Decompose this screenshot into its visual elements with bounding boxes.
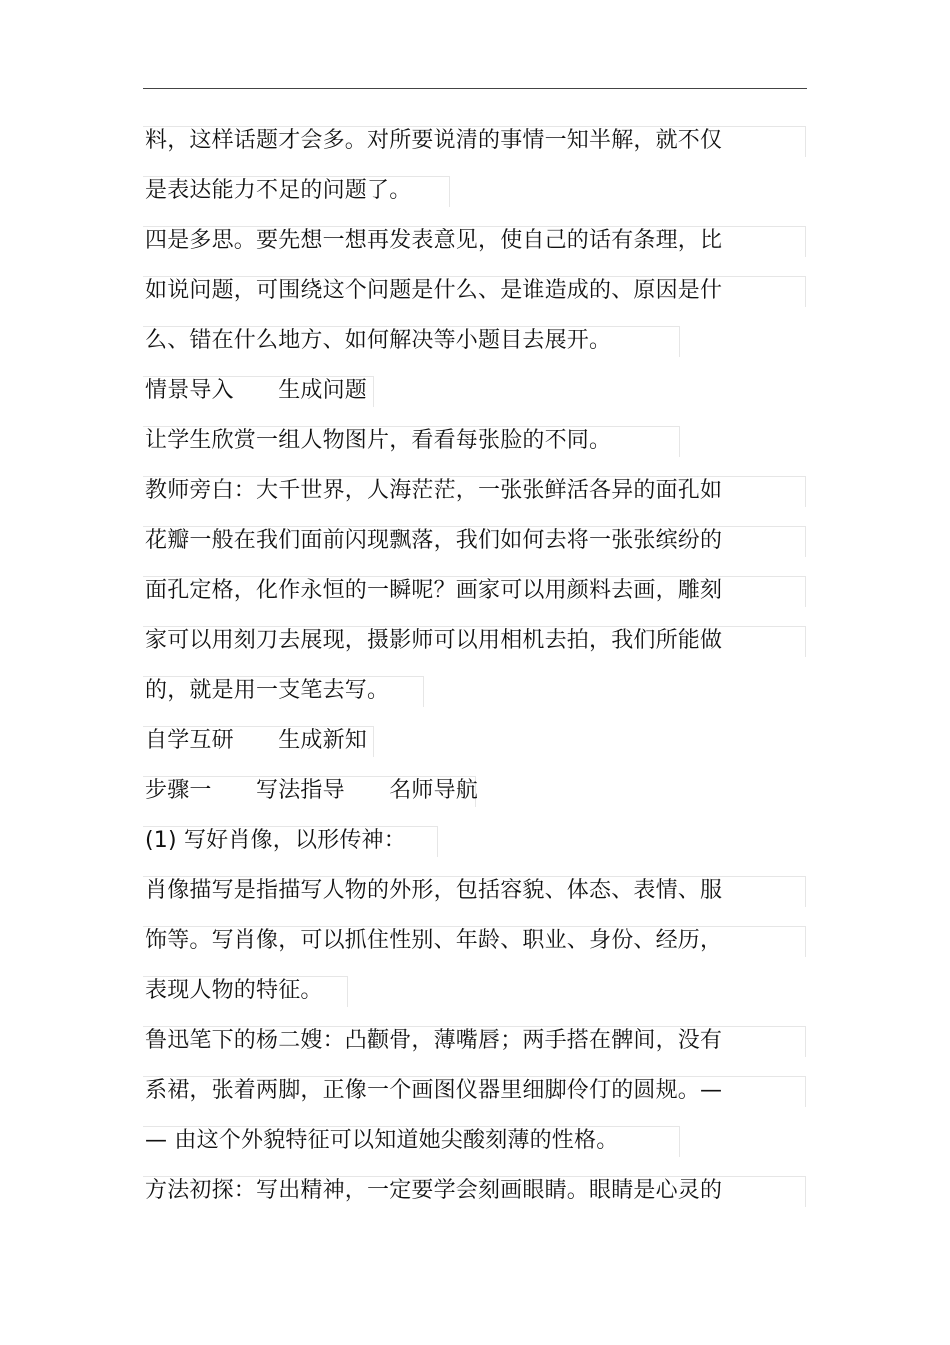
body-line: 系裙，张着两脚，正像一个画图仪器里细脚伶仃的圆规。— [145,1078,723,1103]
body-line: 饰等。写肖像，可以抓住性别、年龄、职业、身份、经历， [145,928,723,953]
body-line: — 由这个外貌特征可以知道她尖酸刻薄的性格。 [145,1128,619,1153]
body-line: 教师旁白：大千世界，人海茫茫，一张张鲜活各异的面孔如 [145,478,723,503]
body-line: 家可以用刻刀去展现，摄影师可以用相机去拍，我们所能做 [145,628,723,653]
body-line: 么、错在什么地方、如何解决等小题目去展开。 [145,328,612,353]
body-line: 肖像描写是指描写人物的外形，包括容貌、体态、表情、服 [145,878,723,903]
body-line: 料，这样话题才会多。对所要说清的事情一知半解，就不仅 [145,128,723,153]
header-rule [143,88,807,89]
body-line: 如说问题，可围绕这个问题是什么、是谁造成的、原因是什 [145,278,723,303]
step-heading: 步骤一 写法指导 名师导航 [145,778,479,803]
body-line: 花瓣一般在我们面前闪现飘落，我们如何去将一张张缤纷的 [145,528,723,553]
body-line: 的，就是用一支笔去写。 [145,678,390,703]
body-line: 是表达能力不足的问题了。 [145,178,412,203]
body-line: 让学生欣赏一组人物图片，看看每张脸的不同。 [145,428,612,453]
body-line: 四是多思。要先想一想再发表意见，使自己的话有条理，比 [145,228,723,253]
body-line: 表现人物的特征。 [145,978,323,1003]
body-line: 方法初探：写出精神，一定要学会刻画眼睛。眼睛是心灵的 [145,1178,723,1203]
subheading: (1) 写好肖像，以形传神： [145,828,406,853]
body-line: 鲁迅笔下的杨二嫂：凸颧骨，薄嘴唇；两手搭在髀间，没有 [145,1028,723,1053]
section-heading: 自学互研 生成新知 [145,728,368,753]
section-heading: 情景导入 生成问题 [145,378,368,403]
body-line: 面孔定格，化作永恒的一瞬呢？画家可以用颜料去画，雕刻 [145,578,723,603]
